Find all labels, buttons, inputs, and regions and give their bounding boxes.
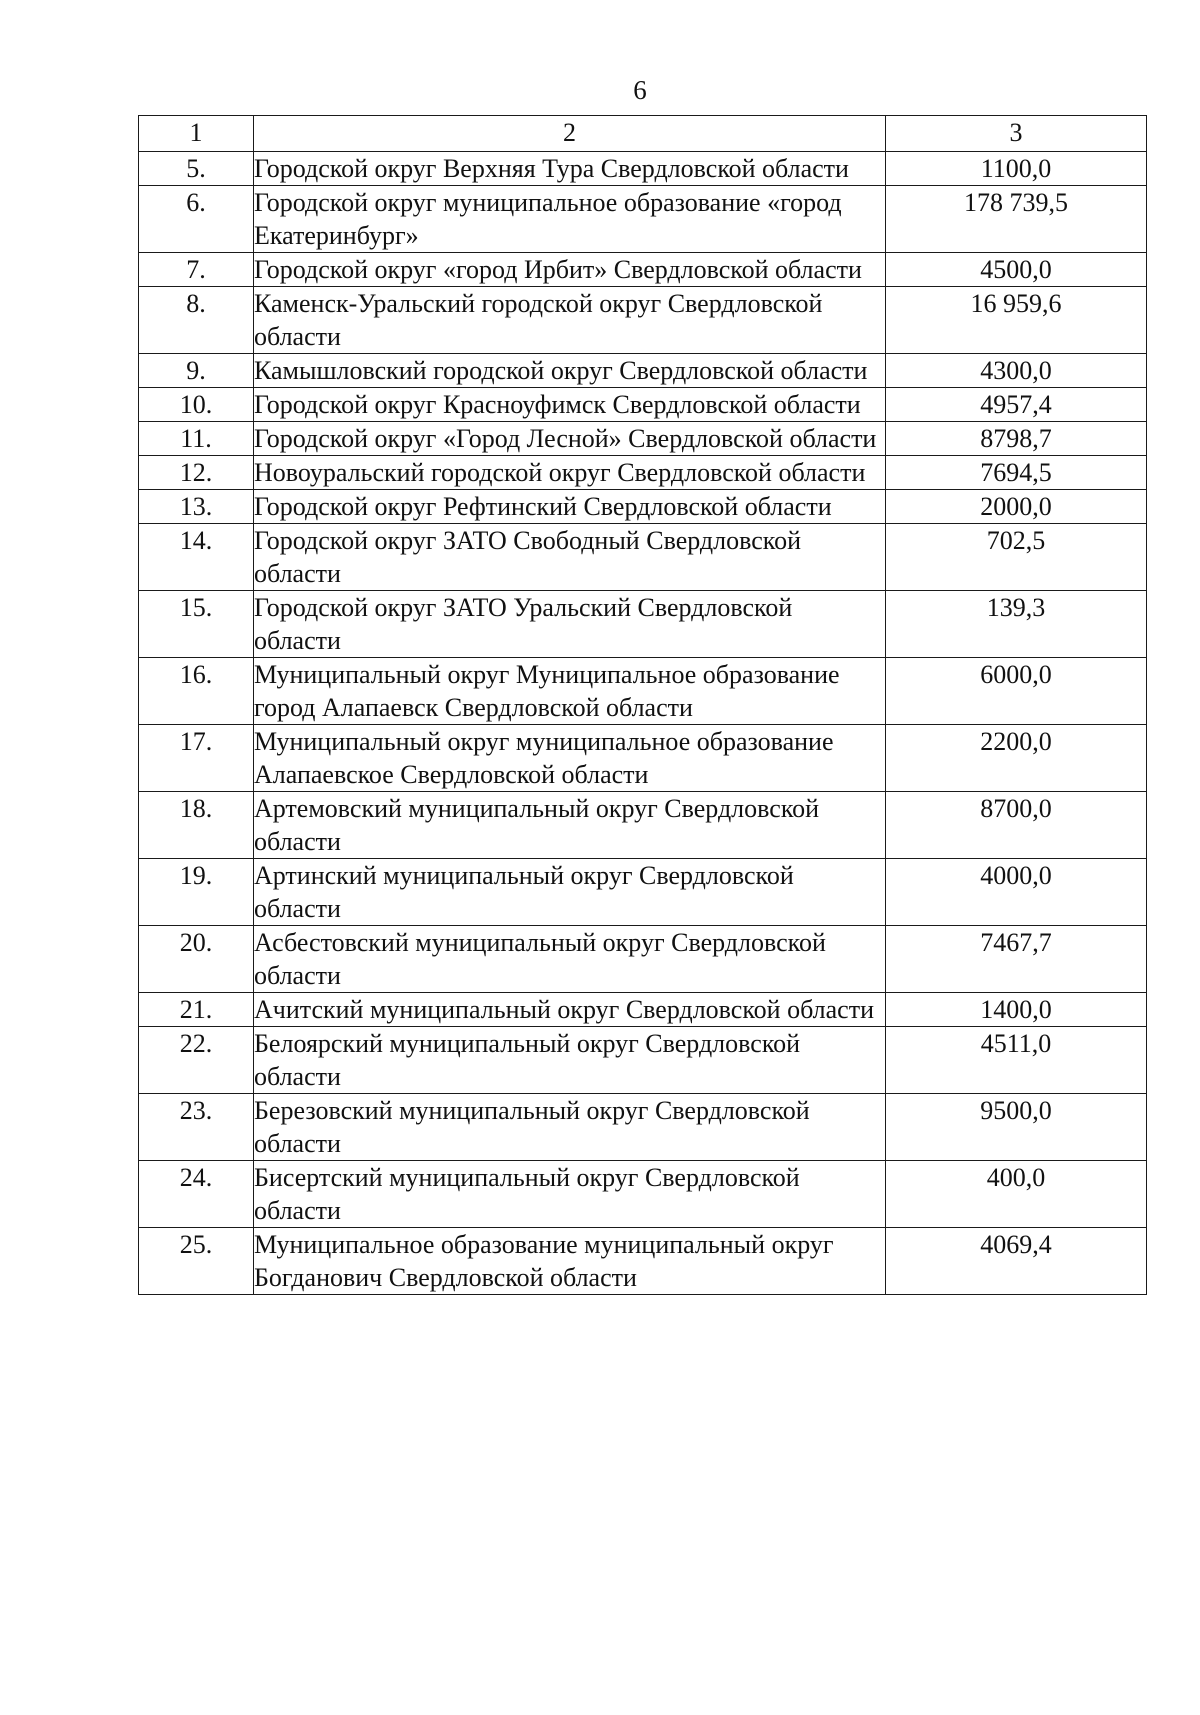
table-row — [139, 1161, 1147, 1228]
amount-cell: 7467,7 — [886, 926, 1147, 993]
table-row — [139, 152, 1147, 186]
municipality-name-cell: Камышловский городской округ Свердловской области — [254, 354, 886, 388]
table-row — [139, 1228, 1147, 1295]
municipality-name-cell: Муниципальный округ Муниципальное образование город Алапаевск Свердловской области — [254, 658, 886, 725]
municipality-name-cell: Ачитский муниципальный округ Свердловской области — [254, 993, 886, 1027]
amount-cell: 8700,0 — [886, 792, 1147, 859]
amount-cell: 4500,0 — [886, 253, 1147, 287]
amount-cell: 9500,0 — [886, 1094, 1147, 1161]
table-row — [139, 186, 1147, 253]
municipality-name-cell: Городской округ ЗАТО Свободный Свердловской области — [254, 524, 886, 591]
table-row — [139, 253, 1147, 287]
amount-cell: 4957,4 — [886, 388, 1147, 422]
municipality-name-cell: Новоуральский городской округ Свердловской области — [254, 456, 886, 490]
row-number-cell: 6. — [139, 186, 254, 253]
amount-cell: 178 739,5 — [886, 186, 1147, 253]
municipality-name-cell: Городской округ «город Ирбит» Свердловской области — [254, 253, 886, 287]
municipality-name-cell: Березовский муниципальный округ Свердловской области — [254, 1094, 886, 1161]
row-number-cell: 14. — [139, 524, 254, 591]
row-number-cell: 22. — [139, 1027, 254, 1094]
table-row — [139, 388, 1147, 422]
amount-cell: 139,3 — [886, 591, 1147, 658]
row-number-cell: 13. — [139, 490, 254, 524]
municipality-name-cell: Городской округ Красноуфимск Свердловской области — [254, 388, 886, 422]
table-row — [139, 1027, 1147, 1094]
page-number: 6 — [633, 75, 647, 105]
column-header-name: 2 — [254, 116, 886, 152]
amount-cell: 4000,0 — [886, 859, 1147, 926]
row-number-cell: 5. — [139, 152, 254, 186]
amount-cell: 8798,7 — [886, 422, 1147, 456]
column-header-value: 3 — [886, 116, 1147, 152]
amount-cell: 16 959,6 — [886, 287, 1147, 354]
municipality-name-cell: Городской округ муниципальное образование «город Екатеринбург» — [254, 186, 886, 253]
row-number-cell: 19. — [139, 859, 254, 926]
amount-cell: 6000,0 — [886, 658, 1147, 725]
municipality-name-cell: Асбестовский муниципальный округ Свердловской области — [254, 926, 886, 993]
row-number-cell: 15. — [139, 591, 254, 658]
amount-cell: 4069,4 — [886, 1228, 1147, 1295]
amount-cell: 400,0 — [886, 1161, 1147, 1228]
table-row — [139, 456, 1147, 490]
row-number-cell: 8. — [139, 287, 254, 354]
table-header-row — [139, 116, 1147, 152]
row-number-cell: 24. — [139, 1161, 254, 1228]
municipality-name-cell: Городской округ Рефтинский Свердловской области — [254, 490, 886, 524]
table-row — [139, 725, 1147, 792]
amount-cell: 2200,0 — [886, 725, 1147, 792]
amount-cell: 7694,5 — [886, 456, 1147, 490]
table-row — [139, 1094, 1147, 1161]
amount-cell: 702,5 — [886, 524, 1147, 591]
municipality-name-cell: Городской округ «Город Лесной» Свердловской области — [254, 422, 886, 456]
municipality-name-cell: Артемовский муниципальный округ Свердловской области — [254, 792, 886, 859]
row-number-cell: 20. — [139, 926, 254, 993]
row-number-cell: 10. — [139, 388, 254, 422]
row-number-cell: 23. — [139, 1094, 254, 1161]
table-row — [139, 658, 1147, 725]
table-row — [139, 287, 1147, 354]
row-number-cell: 17. — [139, 725, 254, 792]
municipality-name-cell: Городской округ Верхняя Тура Свердловской области — [254, 152, 886, 186]
column-header-number: 1 — [139, 116, 254, 152]
row-number-cell: 21. — [139, 993, 254, 1027]
municipality-name-cell: Муниципальное образование муниципальный округ Богданович Свердловской области — [254, 1228, 886, 1295]
table-row — [139, 591, 1147, 658]
table-row — [139, 354, 1147, 388]
amount-cell: 4300,0 — [886, 354, 1147, 388]
table-row — [139, 490, 1147, 524]
municipality-name-cell: Артинский муниципальный округ Свердловской области — [254, 859, 886, 926]
row-number-cell: 16. — [139, 658, 254, 725]
table-row — [139, 859, 1147, 926]
row-number-cell: 25. — [139, 1228, 254, 1295]
row-number-cell: 12. — [139, 456, 254, 490]
municipality-name-cell: Городской округ ЗАТО Уральский Свердловской области — [254, 591, 886, 658]
table-row — [139, 524, 1147, 591]
row-number-cell: 11. — [139, 422, 254, 456]
table-row — [139, 926, 1147, 993]
table-body — [139, 152, 1147, 1295]
municipality-name-cell: Бисертский муниципальный округ Свердловской области — [254, 1161, 886, 1228]
table-row — [139, 993, 1147, 1027]
municipality-name-cell: Белоярский муниципальный округ Свердловской области — [254, 1027, 886, 1094]
amount-cell: 1100,0 — [886, 152, 1147, 186]
amount-cell: 2000,0 — [886, 490, 1147, 524]
row-number-cell: 7. — [139, 253, 254, 287]
row-number-cell: 18. — [139, 792, 254, 859]
table-row — [139, 792, 1147, 859]
amount-cell: 1400,0 — [886, 993, 1147, 1027]
row-number-cell: 9. — [139, 354, 254, 388]
table-row — [139, 422, 1147, 456]
municipality-name-cell: Каменск-Уральский городской округ Свердловской области — [254, 287, 886, 354]
municipality-name-cell: Муниципальный округ муниципальное образование Алапаевское Свердловской области — [254, 725, 886, 792]
amount-cell: 4511,0 — [886, 1027, 1147, 1094]
allocation-table — [138, 115, 1147, 1295]
